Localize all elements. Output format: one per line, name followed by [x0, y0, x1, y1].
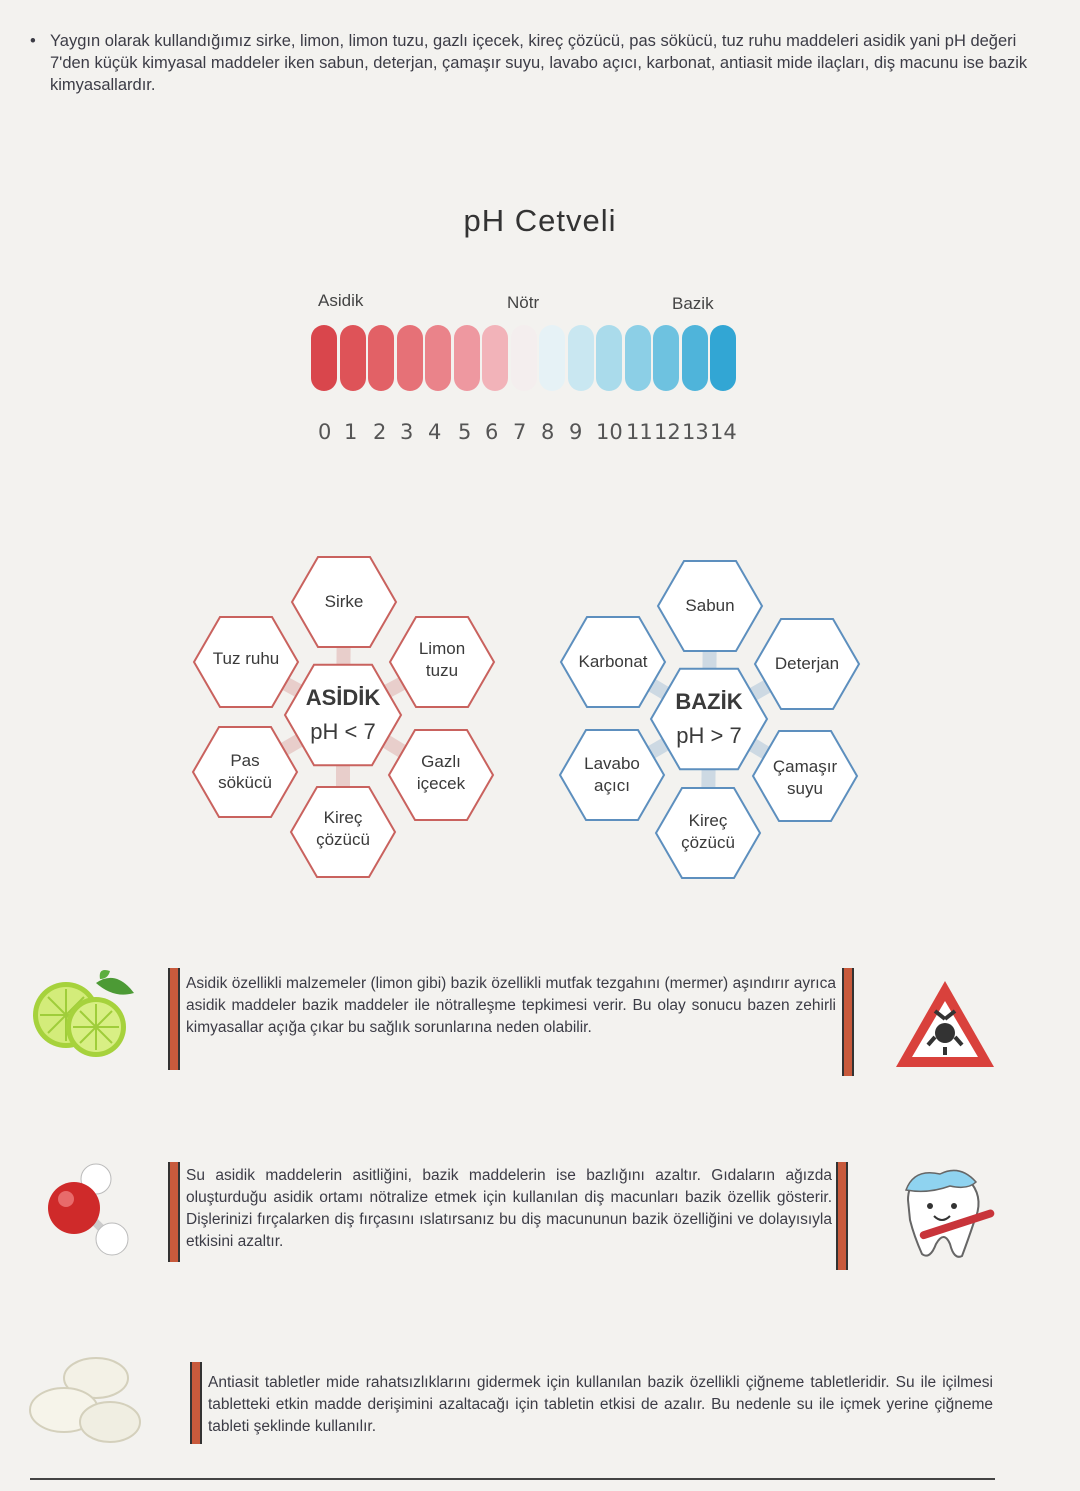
ph-number-1: 1: [344, 420, 358, 444]
footer-divider: [30, 1478, 995, 1480]
acid-item-gazli-icecek-line1: Gazlı: [421, 752, 461, 771]
intro-text: Yaygın olarak kullandığımız sirke, limon, limon tuzu, gazlı içecek, kireç çözücü, pas sökücü, tuz ruhu maddeleri asidik yani pH değeri 7'den küçük kimyasal maddeler iken sabun, deterjan, çamaşır suyu, lavabo açıcı, karbonat, antiasit mide ilaçları, diş macunu ise bazik kimyasallardır.: [50, 32, 1028, 94]
ph-number-5: 5: [458, 420, 472, 444]
acid-item-pas-sokucu-line1: Pas: [230, 751, 260, 770]
ph-number-13: 13: [682, 420, 709, 444]
acid-item-limon-tuzu: [419, 638, 465, 682]
base-center-ph: pH > 7: [676, 723, 742, 748]
label-acidic: Asidik: [318, 291, 364, 310]
acid-item-pas-sokucu: [218, 750, 272, 794]
base-center-title: BAZİK: [675, 689, 743, 714]
acid-item-gazli-icecek: [417, 751, 465, 795]
acid-item-limon-tuzu-line2: tuzu: [425, 661, 459, 680]
acid-item-tuz-ruhu: Tuz ruhu: [212, 649, 280, 668]
ph-number-4: 4: [428, 420, 442, 444]
acid-item-kirec-cozucu: [316, 807, 370, 851]
ph-number-3: 3: [400, 420, 414, 444]
acid-item-kirec-cozucu-line2: çözücü: [316, 830, 370, 849]
acid-item-limon-tuzu-line1: Limon: [418, 639, 466, 658]
antacid-tablets-icon: [26, 1352, 146, 1452]
lime-icon: [28, 965, 138, 1065]
base-item-lavabo-acici: [584, 753, 640, 797]
base-item-camasir-suyu-line2: suyu: [787, 779, 823, 798]
note2-left-bar: [168, 1162, 180, 1262]
ph-number-11: 11: [626, 420, 653, 444]
note1-text: Asidik özellikli malzemeler (limon gibi) bazik özellikli mutfak tezgahını (mermer) aşındırır ayrıca asidik maddeler bazik maddeler ile nötralleşme tepkimesi verir. Bu olay sonucu bazen zehirli kimyasallar açığa çıkar bu sağlık sorunlarına neden olabilir.: [186, 975, 836, 1036]
note1-right-bar: [842, 968, 854, 1076]
ph-number-2: 2: [373, 420, 387, 444]
note3-text: Antiasit tabletler mide rahatsızlıklarını gidermek için kullanılan bazik özellikli çiğneme tabletleridir. Su ile içilmesi tabletteki etkin madde derişimini azaltacağı için tabletin etkisi de azalır. Bu nedenle su ile içmek yerine çiğneme tableti şeklinde kullanılır.: [208, 1374, 993, 1435]
acid-item-sirke: Sirke: [324, 592, 364, 611]
acid-item-gazli-icecek-line2: içecek: [416, 774, 466, 793]
base-item-deterjan: Deterjan: [774, 654, 840, 673]
base-item-camasir-suyu-line1: Çamaşır: [772, 757, 838, 776]
note1-left-bar: [168, 968, 180, 1070]
acid-center-ph: pH < 7: [310, 719, 376, 744]
base-center: [675, 691, 742, 747]
base-item-lavabo-acici-line2: açıcı: [594, 776, 630, 795]
label-neutral: Nötr: [507, 293, 540, 312]
water-molecule-icon: [38, 1155, 138, 1270]
base-item-kirec-cozucu-line2: çözücü: [681, 833, 735, 852]
base-item-lavabo-acici-line1: Lavabo: [584, 754, 640, 773]
ph-number-0: 0: [318, 420, 332, 444]
acid-item-pas-sokucu-line2: sökücü: [218, 773, 272, 792]
base-item-kirec-cozucu: [681, 810, 735, 854]
ph-number-14: 14: [710, 420, 737, 444]
base-item-sabun: Sabun: [685, 596, 735, 615]
ph-number-9: 9: [569, 420, 583, 444]
label-basic: Bazik: [672, 294, 714, 313]
ph-number-12: 12: [654, 420, 681, 444]
bullet: •: [30, 32, 36, 50]
ph-number-7: 7: [513, 420, 527, 444]
ph-number-6: 6: [485, 420, 499, 444]
ph-number-8: 8: [541, 420, 555, 444]
acid-center-title: ASİDİK: [305, 685, 381, 710]
warning-toxic-icon: [890, 975, 1000, 1075]
note3-left-bar: [190, 1362, 202, 1444]
note2-right-bar: [836, 1162, 848, 1270]
note2-text: Su asidik maddelerin asitliğini, bazik maddelerin ise bazlığını azaltır. Gıdaların ağızda oluşturduğu asidik ortamı nötralize etmek için kullanılan diş macunları bazik özellik gösterir. Dişlerinizi fırçalarken diş fırçasını ıslatırsanız bu diş macununun bazik özelliğini ve dolayısıyla etkisini azaltır.: [186, 1167, 832, 1250]
ph-number-10: 10: [596, 420, 623, 444]
acid-item-kirec-cozucu-line1: Kireç: [323, 808, 363, 827]
base-item-camasir-suyu: [773, 756, 837, 800]
base-item-karbonat: Karbonat: [578, 652, 648, 671]
ph-scale-title: pH Cetveli: [463, 203, 617, 238]
tooth-brush-icon: [888, 1160, 998, 1265]
acid-center: [306, 687, 381, 743]
base-item-kirec-cozucu-line1: Kireç: [688, 811, 728, 830]
